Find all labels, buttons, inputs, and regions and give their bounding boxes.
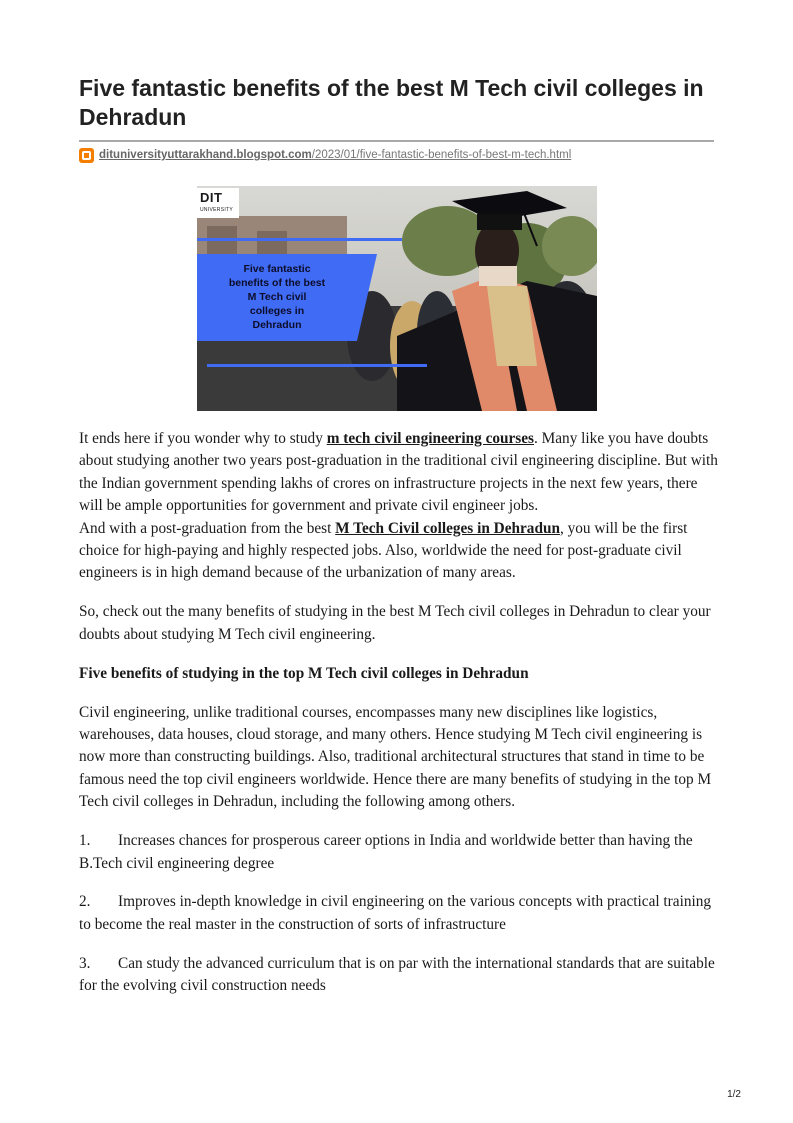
hero-image <box>197 186 597 411</box>
list-item: 2. Improves in-depth knowledge in civil engineering on the various concepts with practical training to become the real master in the construction of sorts of infrastructure <box>79 893 712 933</box>
source-path[interactable]: /2023/01/five-fantastic-benefits-of-best-m-tech.html <box>311 149 572 161</box>
article-title: Five fantastic benefits of the best M Tech civil colleges in Dehradun <box>79 75 704 130</box>
banner-line: Five fantastic <box>243 263 311 275</box>
banner-line: Dehradun <box>252 319 302 331</box>
mtech-civil-courses-link[interactable]: m tech civil engineering courses <box>326 430 535 447</box>
banner-caption <box>202 262 352 332</box>
paragraph-benefits-intro: So, check out the many benefits of studying in the best M Tech civil colleges in Dehradun to clear your doubts about studying M Tech civil engineering. <box>79 603 711 643</box>
section-heading: Five benefits of studying in the top M Tech civil colleges in Dehradun <box>79 664 529 682</box>
page-number: 1/2 <box>727 1089 741 1100</box>
title-divider <box>79 140 714 142</box>
dit-university-logo: DIT UNIVERSITY <box>197 188 239 218</box>
paragraph-postgrad: And with a post-graduation from the best M Tech Civil colleges in Dehradun, you will be the first choice for high-paying and highly respected jobs. Also, worldwide the need for post-graduate civil engineers is in high demand because of the urbanization of many areas. <box>79 519 688 582</box>
paragraph-disciplines: Civil engineering, unlike traditional courses, encompasses many new disciplines like logistics, warehouses, data houses, cloud storage, and many others. Hence studying M Tech civil engineering is now more than constructing buildings. Also, traditional architectural structures that stand in time to be famous need the top civil engineers worldwide. Hence there are many benefits of studying in the top M Tech civil colleges in Dehradun, including the following among others. <box>79 703 712 811</box>
banner-line: M Tech civil <box>247 291 307 303</box>
paragraph-intro: It ends here if you wonder why to study m tech civil engineering courses. Many like you have doubts about studying another two years post-graduation in the traditional civil engineering discipline. But with the Indian government spending lakhs of crores on infrastructure projects in the next few years, there will be ample opportunities for government and private civil engineer jobs. <box>79 430 718 515</box>
source-domain[interactable]: dituniversityuttarakhand.blogspot.com <box>99 149 312 161</box>
banner-line: benefits of the best <box>228 277 326 289</box>
article-body <box>79 428 719 1014</box>
source-url[interactable] <box>79 146 571 164</box>
list-item: 3. Can study the advanced curriculum that is on par with the international standards that are suitable for the evolving civil construction needs <box>79 954 715 995</box>
list-item: 1. Increases chances for prosperous career options in India and worldwide better than having the B.Tech civil engineering degree <box>79 832 693 872</box>
blogger-icon <box>79 148 94 163</box>
banner-line: colleges in <box>249 305 305 317</box>
mtech-civil-colleges-link[interactable]: M Tech Civil colleges in Dehradun <box>335 519 560 537</box>
